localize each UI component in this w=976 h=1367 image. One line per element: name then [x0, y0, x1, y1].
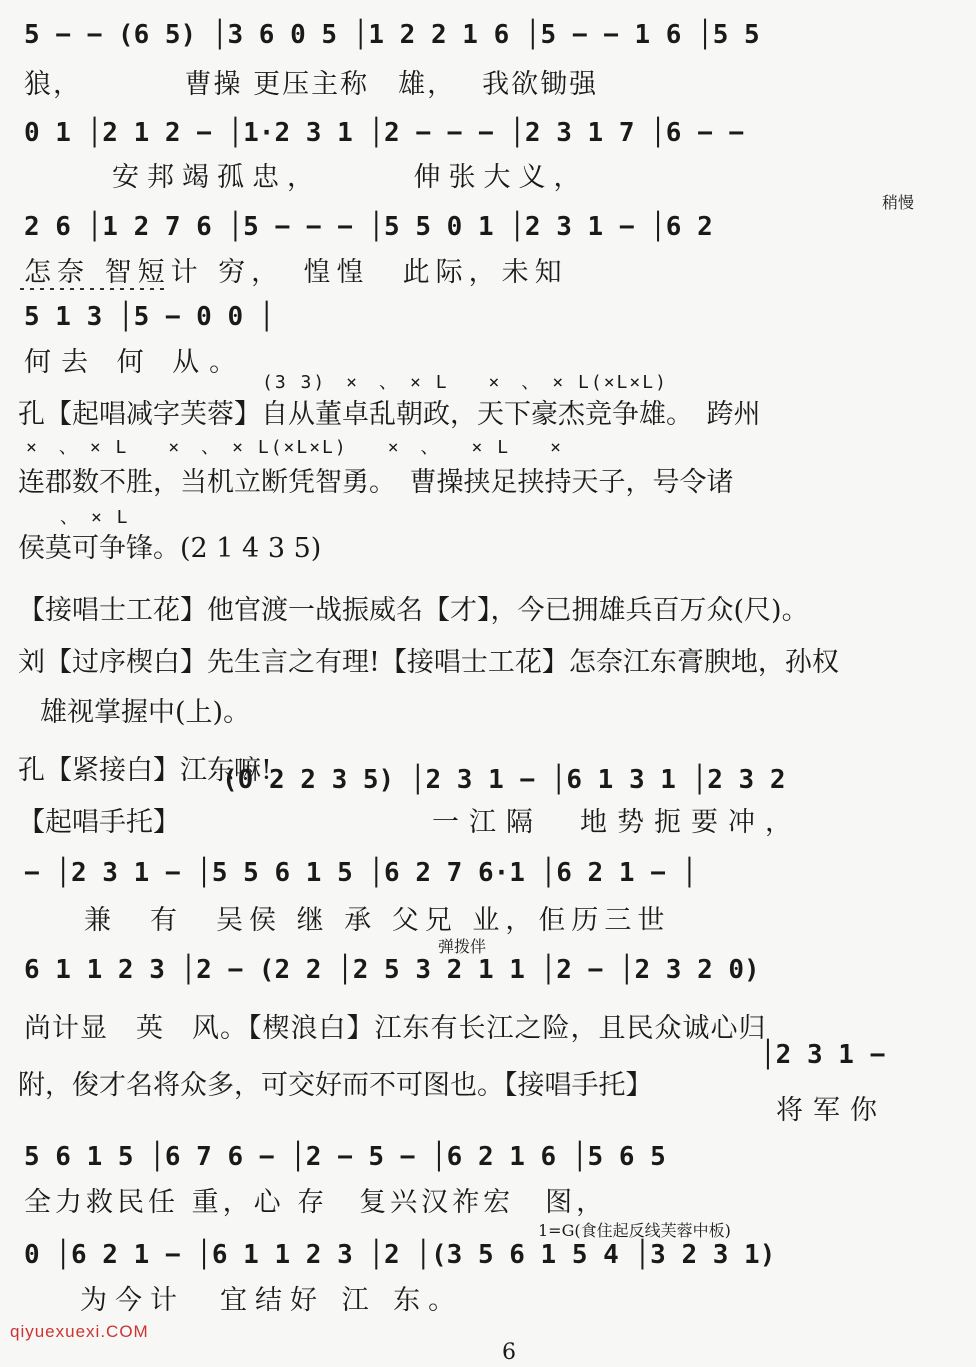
libretto-line-3: 侯莫可争锋。(2 1 4 3 5)	[18, 533, 322, 564]
lyrics-line-5: 一江隔 地势扼要冲，	[432, 807, 802, 838]
numbered-notes: 5 − − (6 5) │3 6 0 5 │1 2 2 1 6 │5 − − 1 6 │5 5	[24, 20, 760, 50]
lyrics-line-2: 安邦竭孤忠， 伸张大义，	[112, 162, 589, 193]
percussion-marks-2: × 、 × L × 、 × L(×L×L) × 、 × L ×	[26, 437, 563, 458]
lyrics-line-3: 怎奈 智短计 穷， 惶惶 此际，未知	[24, 257, 568, 288]
lyrics-line-4: 何去 何 从。	[24, 347, 247, 378]
tempo-mark-slow: 稍慢	[882, 193, 915, 212]
notation-line-8: │2 3 1 −	[760, 1040, 886, 1070]
notation-line-7: 6 1 1 2 3 │2 − (2 2 │2 5 3 2 1 1 │2 − │2 3 2 0)	[24, 955, 760, 985]
lyrics-line-7: 尚计显 英 风。【楔浪白】江东有长江之险，且民众诚心归	[24, 1013, 767, 1044]
lyrics-line-9: 全力救民任 重，心 存 复兴汉祚宏 图，	[24, 1187, 608, 1218]
watermark: qiyuexuexi.COM	[10, 1322, 149, 1341]
percussion-marks-3: 、 × L	[60, 507, 130, 528]
lyrics-line-10: 为今计 宜结好 江 东。	[80, 1285, 464, 1316]
lyrics-line-8: 将军你	[776, 1095, 887, 1126]
accompaniment-mark: 弹拨伴	[438, 937, 487, 956]
lyrics-line-6: 兼 有 吴侯 继 承 父兄 业，佢历三世	[84, 905, 671, 936]
aria-label-qichang: 【起唱手托】	[18, 807, 180, 838]
libretto-line-7: 孔【紧接白】江东嘛!	[18, 755, 272, 786]
notation-line-5: (0 2 2 3 5) │2 3 1 − │6 1 3 1 │2 3 2	[222, 765, 786, 795]
notation-line-10: 0 │6 2 1 − │6 1 1 2 3 │2 │(3 5 6 1 5 4 │3 2 3 1)	[24, 1240, 776, 1270]
libretto-line-2: 连郡数不胜，当机立断凭智勇。 曹操挟足挟持天子，号令诸	[18, 467, 734, 498]
key-tempo-note: 1=G(食住起反线芙蓉中板)	[538, 1221, 731, 1240]
page-number: 6	[502, 1340, 516, 1365]
libretto-line-6: 雄视掌握中(上)。	[40, 697, 251, 728]
notation-line-6: − │2 3 1 − │5 5 6 1 5 │6 2 7 6·1 │6 2 1 − │	[24, 858, 698, 888]
libretto-line-8: 附，俊才名将众多，可交好而不可图也。【接唱手托】	[18, 1070, 653, 1101]
dotted-divider	[0, 287, 976, 291]
notation-line-3: 2 6 │1 2 7 6 │5 − − − │5 5 0 1 │2 3 1 − │6 2	[24, 212, 713, 242]
libretto-line-1: 孔【起唱减字芙蓉】自从董卓乱朝政，天下豪杰竞争雄。 跨州	[18, 399, 761, 430]
percussion-marks-1: (3 3) × 、 × L × 、 × L(×L×L)	[262, 372, 668, 393]
notation-line-9: 5 6 1 5 │6 7 6 − │2 − 5 − │6 2 1 6 │5 6 5	[24, 1142, 666, 1172]
libretto-line-4: 【接唱士工花】他官渡一战振威名【才】，今已拥雄兵百万众(尺)。	[18, 595, 809, 626]
notation-line-2: 0 1 │2 1 2 − │1·2 3 1 │2 − − − │2 3 1 7 │6 − −	[24, 118, 745, 148]
libretto-line-5: 刘【过序楔白】先生言之有理!【接唱士工花】怎奈江东膏腴地，孙权	[18, 647, 839, 678]
notation-line-1	[0, 20, 976, 60]
notation-line-4: 5 1 3 │5 − 0 0 │	[24, 302, 275, 332]
lyrics-line-1: 狼， 曹操 更压主称 雄， 我欲锄强	[24, 69, 599, 100]
